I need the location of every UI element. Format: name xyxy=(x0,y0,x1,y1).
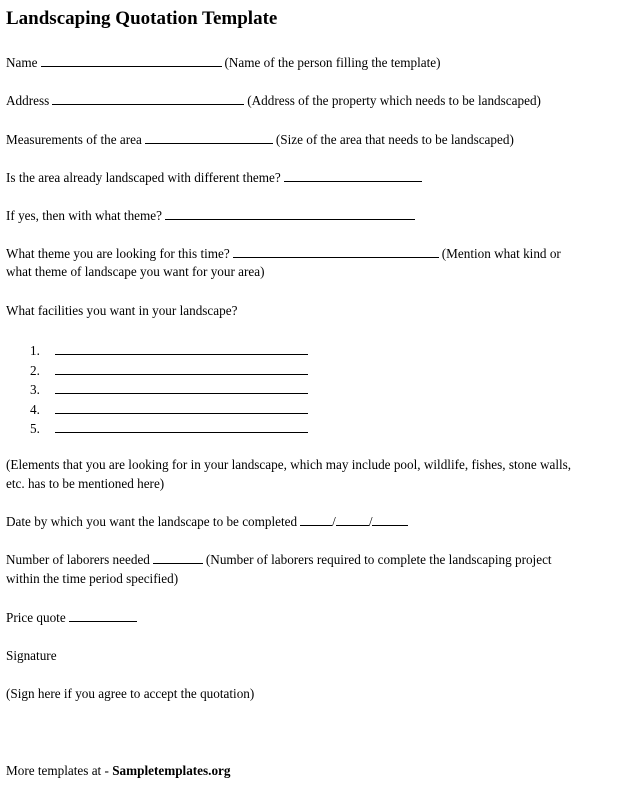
facilities-list xyxy=(30,341,48,439)
price-row xyxy=(6,608,140,627)
facility-blank[interactable] xyxy=(55,374,308,375)
list-number: 1. xyxy=(30,343,40,358)
list-number: 5. xyxy=(30,421,40,436)
theme-row xyxy=(6,244,561,263)
signature-hint: (Sign here if you agree to accept the quotation) xyxy=(6,686,255,701)
already-landscaped-row xyxy=(6,168,425,187)
elements-note-line-2: etc. has to be mentioned here) xyxy=(6,476,165,491)
footer xyxy=(6,761,231,780)
measurements-label: Measurements of the area xyxy=(6,132,142,147)
facility-blank[interactable] xyxy=(55,393,308,394)
signature-label: Signature xyxy=(6,648,57,663)
list-item xyxy=(30,419,48,439)
facilities-label: What facilities you want in your landscape? xyxy=(6,303,238,318)
address-row xyxy=(6,91,541,110)
address-hint: (Address of the property which needs to be landscaped) xyxy=(247,93,541,108)
laborers-hint-line-2: within the time period specified) xyxy=(6,571,179,586)
list-item xyxy=(30,380,48,400)
list-number: 2. xyxy=(30,362,40,378)
theme-label: What theme you are looking for this time? xyxy=(6,246,230,261)
if-yes-blank[interactable] xyxy=(165,207,415,220)
laborers-hint: (Number of laborers required to complete the landscaping project xyxy=(205,552,552,567)
measurements-hint: (Size of the area that needs to be landscaped) xyxy=(275,132,514,147)
if-yes-label: If yes, then with what theme? xyxy=(6,208,163,223)
date-day-blank[interactable] xyxy=(300,513,332,526)
facility-blank[interactable] xyxy=(55,432,308,433)
already-landscaped-label: Is the area already landscaped with different theme? xyxy=(6,170,281,185)
laborers-row xyxy=(6,550,552,569)
address-label: Address xyxy=(6,93,50,108)
measurements-row xyxy=(6,130,514,149)
document-title: Landscaping Quotation Template xyxy=(6,8,278,29)
elements-note-line-1: (Elements that you are looking for in your landscape, which may include pool, wildlife, fishes, stone walls, xyxy=(6,457,572,472)
date-slash: / xyxy=(368,514,373,529)
name-hint: (Name of the person filling the template) xyxy=(224,55,441,70)
list-number: 3. xyxy=(30,382,40,397)
laborers-blank[interactable] xyxy=(153,551,203,564)
facility-blank[interactable] xyxy=(55,413,308,414)
laborers-label: Number of laborers needed xyxy=(6,552,150,567)
already-landscaped-blank[interactable] xyxy=(284,169,422,182)
list-number: 4. xyxy=(30,401,40,417)
date-month-blank[interactable] xyxy=(336,513,369,526)
theme-blank[interactable] xyxy=(233,245,439,258)
if-yes-row xyxy=(6,206,418,225)
date-year-blank[interactable] xyxy=(372,513,408,526)
list-item xyxy=(30,341,48,361)
address-blank[interactable] xyxy=(52,92,244,105)
footer-site-link[interactable]: Sampletemplates.org xyxy=(112,763,231,778)
date-slash: / xyxy=(332,514,336,529)
name-row xyxy=(6,53,441,72)
facility-blank[interactable] xyxy=(55,354,308,355)
price-label: Price quote xyxy=(6,610,66,625)
footer-prefix: More templates at - xyxy=(6,763,109,778)
date-row xyxy=(6,512,411,531)
measurements-blank[interactable] xyxy=(145,131,273,144)
theme-hint: (Mention what kind or xyxy=(441,246,561,261)
list-item xyxy=(30,400,48,420)
theme-hint-line-2: what theme of landscape you want for your area) xyxy=(6,264,265,279)
list-item xyxy=(30,361,48,381)
price-blank[interactable] xyxy=(69,609,137,622)
date-label: Date by which you want the landscape to be completed xyxy=(6,514,298,529)
name-label: Name xyxy=(6,55,38,70)
name-blank[interactable] xyxy=(41,54,222,67)
